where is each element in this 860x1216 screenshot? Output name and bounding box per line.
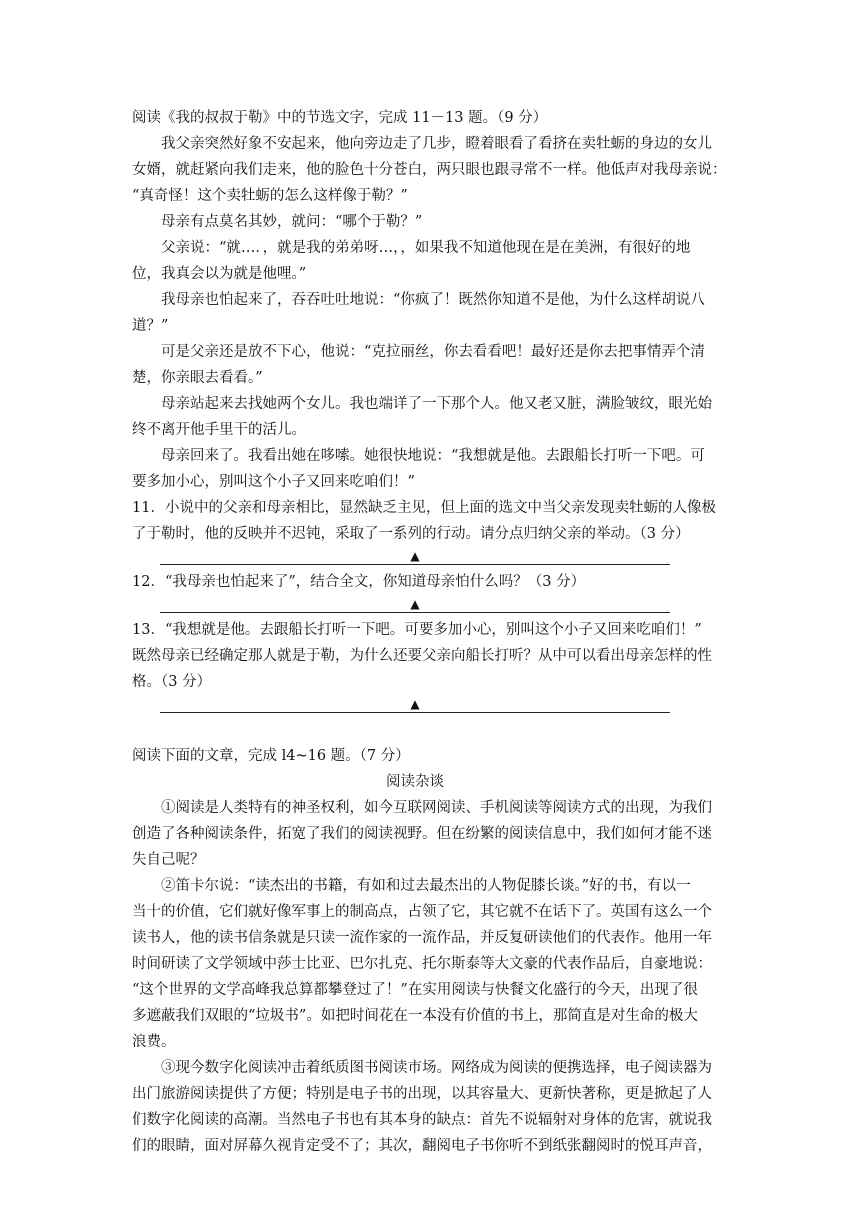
paragraph-line: 可是父亲还是放不下心，他说：“克拉丽丝，你去看看吧！最好还是你去把事情弄个清 bbox=[161, 344, 705, 360]
section1-heading: 阅读《我的叔叔于勒》中的节选文字，完成 11－13 题。（9 分） bbox=[132, 110, 548, 126]
paragraph-line: “这个世界的文学高峰我总算都攀登过了！”在实用阅读与快餐文化盛行的今天，出现了很 bbox=[132, 982, 698, 998]
paragraph bbox=[132, 443, 705, 495]
answer-underline bbox=[160, 712, 670, 713]
answer-marker-icon: ▲ bbox=[410, 597, 420, 611]
paragraph-line: 们数字化阅读的高潮。当然电子书也有其本身的缺点：首先不说辐射对身体的危害，就说我 bbox=[132, 1112, 712, 1128]
question-13-line-3: 格。（3 分） bbox=[132, 674, 212, 690]
question-11-line-2: 了于勒时，他的反映并不迟钝，采取了一系列的行动。请分点归纳父亲的举动。（3 分） bbox=[132, 526, 690, 542]
answer-underline bbox=[160, 612, 670, 613]
answer-marker-icon: ▲ bbox=[410, 697, 420, 711]
question-13 bbox=[132, 617, 712, 695]
paragraph-line: 位，我真会以为就是他哩。” bbox=[132, 266, 307, 282]
question-12-line-1: 12．“我母亲也怕起来了”，结合全文，你知道母亲怕什么吗？（3 分） bbox=[132, 574, 586, 590]
paragraph bbox=[132, 873, 712, 1055]
answer-line-11[interactable] bbox=[132, 547, 672, 569]
paragraph-line: 读书人，他的读书信条就是只读一流作家的一流作品，并反复研读他们的代表作。他用一年 bbox=[132, 930, 712, 946]
answer-underline bbox=[160, 564, 670, 565]
question-11 bbox=[132, 495, 716, 547]
paragraph bbox=[132, 209, 672, 235]
paragraph-line: 创造了各种阅读条件，拓宽了我们的阅读视野。但在纷繁的阅读信息中，我们如何才能不迷 bbox=[132, 826, 712, 842]
article-passage bbox=[132, 795, 712, 1159]
excerpt-passage bbox=[132, 131, 727, 495]
answer-line-13[interactable] bbox=[132, 695, 672, 717]
answer-line-12[interactable] bbox=[132, 595, 672, 617]
paragraph bbox=[132, 287, 705, 339]
section-gap bbox=[132, 717, 672, 743]
paragraph-line: ②笛卡尔说：“读杰出的书籍，有如和过去最杰出的人物促膝长谈。”好的书，有以一 bbox=[161, 878, 691, 894]
paragraph bbox=[132, 235, 691, 287]
question-11-line-1: 11．小说中的父亲和母亲相比，显然缺乏主见，但上面的选文中当父亲发现卖牡蛎的人像极 bbox=[132, 500, 716, 516]
question-12 bbox=[132, 569, 672, 595]
article-title: 阅读杂谈 bbox=[386, 774, 444, 790]
paragraph-line: 我母亲也怕起来了，吞吞吐吐地说：“你疯了！既然你知道不是他，为什么这样胡说八 bbox=[161, 292, 705, 308]
paragraph-line: 女婿，就赶紧向我们走来，他的脸色十分苍白，两只眼也跟寻常不一样。他低声对我母亲说： bbox=[132, 162, 727, 178]
paragraph bbox=[132, 795, 712, 873]
paragraph-line: 终不离开他手里干的活儿。 bbox=[132, 422, 306, 438]
paragraph bbox=[132, 339, 705, 391]
question-13-line-2: 既然母亲已经确定那人就是于勒，为什么还要父亲向船长打听？从中可以看出母亲怎样的性 bbox=[132, 648, 712, 664]
paragraph-line: 出门旅游阅读提供了方便；特别是电子书的出现，以其容量大、更新快著称，更是掀起了人 bbox=[132, 1086, 712, 1102]
paragraph-line: 父亲说：“就…．，就是我的弟弟呀…，，如果我不知道他现在是在美洲，有很好的地 bbox=[161, 240, 691, 256]
exam-page bbox=[132, 105, 727, 1159]
paragraph-line: 母亲回来了。我看出她在哆嗦。她很快地说：“我想就是他。去跟船长打听一下吧。可 bbox=[161, 448, 705, 464]
paragraph-line: 当十的价值，它们就好像军事上的制高点，占领了它，其它就不在话下了。英国有这么一个 bbox=[132, 904, 712, 920]
paragraph-line: 失自己呢？ bbox=[132, 852, 205, 868]
answer-marker-icon: ▲ bbox=[410, 549, 420, 563]
question-13-line-1: 13．“我想就是他。去跟船长打听一下吧。可要多加小心，别叫这个小子又回来吃咱们！” bbox=[132, 622, 702, 638]
paragraph-line: 们的眼睛，面对屏幕久视肯定受不了；其次，翻阅电子书你听不到纸张翻阅时的悦耳声音， bbox=[132, 1138, 712, 1154]
paragraph-line: ③现今数字化阅读冲击着纸质图书阅读市场。网络成为阅读的便携选择，电子阅读器为 bbox=[161, 1060, 712, 1076]
paragraph-line: 多遮蔽我们双眼的“垃圾书”。如把时间花在一本没有价值的书上，那简直是对生命的极大 bbox=[132, 1008, 698, 1024]
paragraph bbox=[132, 391, 712, 443]
paragraph-line: ①阅读是人类特有的神圣权利，如今互联网阅读、手机阅读等阅读方式的出现，为我们 bbox=[161, 800, 712, 816]
paragraph-line: 时间研读了文学领域中莎士比亚、巴尔扎克、托尔斯泰等大文豪的代表作品后，自豪地说： bbox=[132, 956, 712, 972]
paragraph-line: “真奇怪！这个卖牡蛎的怎么这样像于勒？” bbox=[132, 188, 408, 204]
paragraph-line: 要多加小心，别叫这个小子又回来吃咱们！” bbox=[132, 474, 415, 490]
paragraph-line: 母亲有点莫名其妙，就问：“哪个于勒？” bbox=[161, 214, 423, 230]
paragraph-line: 我父亲突然好象不安起来，他向旁边走了几步，瞪着眼看了看挤在卖牡蛎的身边的女儿 bbox=[161, 136, 712, 152]
paragraph-line: 浪费。 bbox=[132, 1034, 176, 1050]
paragraph-line: 楚，你亲眼去看看。” bbox=[132, 370, 263, 386]
paragraph bbox=[132, 1055, 712, 1159]
paragraph-line: 母亲站起来去找她两个女儿。我也端详了一下那个人。他又老又脏，满脸皱纹，眼光始 bbox=[161, 396, 712, 412]
paragraph bbox=[132, 131, 727, 209]
section2-heading: 阅读下面的文章，完成 l4~16 题。（7 分） bbox=[132, 748, 410, 764]
paragraph-line: 道？” bbox=[132, 318, 169, 334]
